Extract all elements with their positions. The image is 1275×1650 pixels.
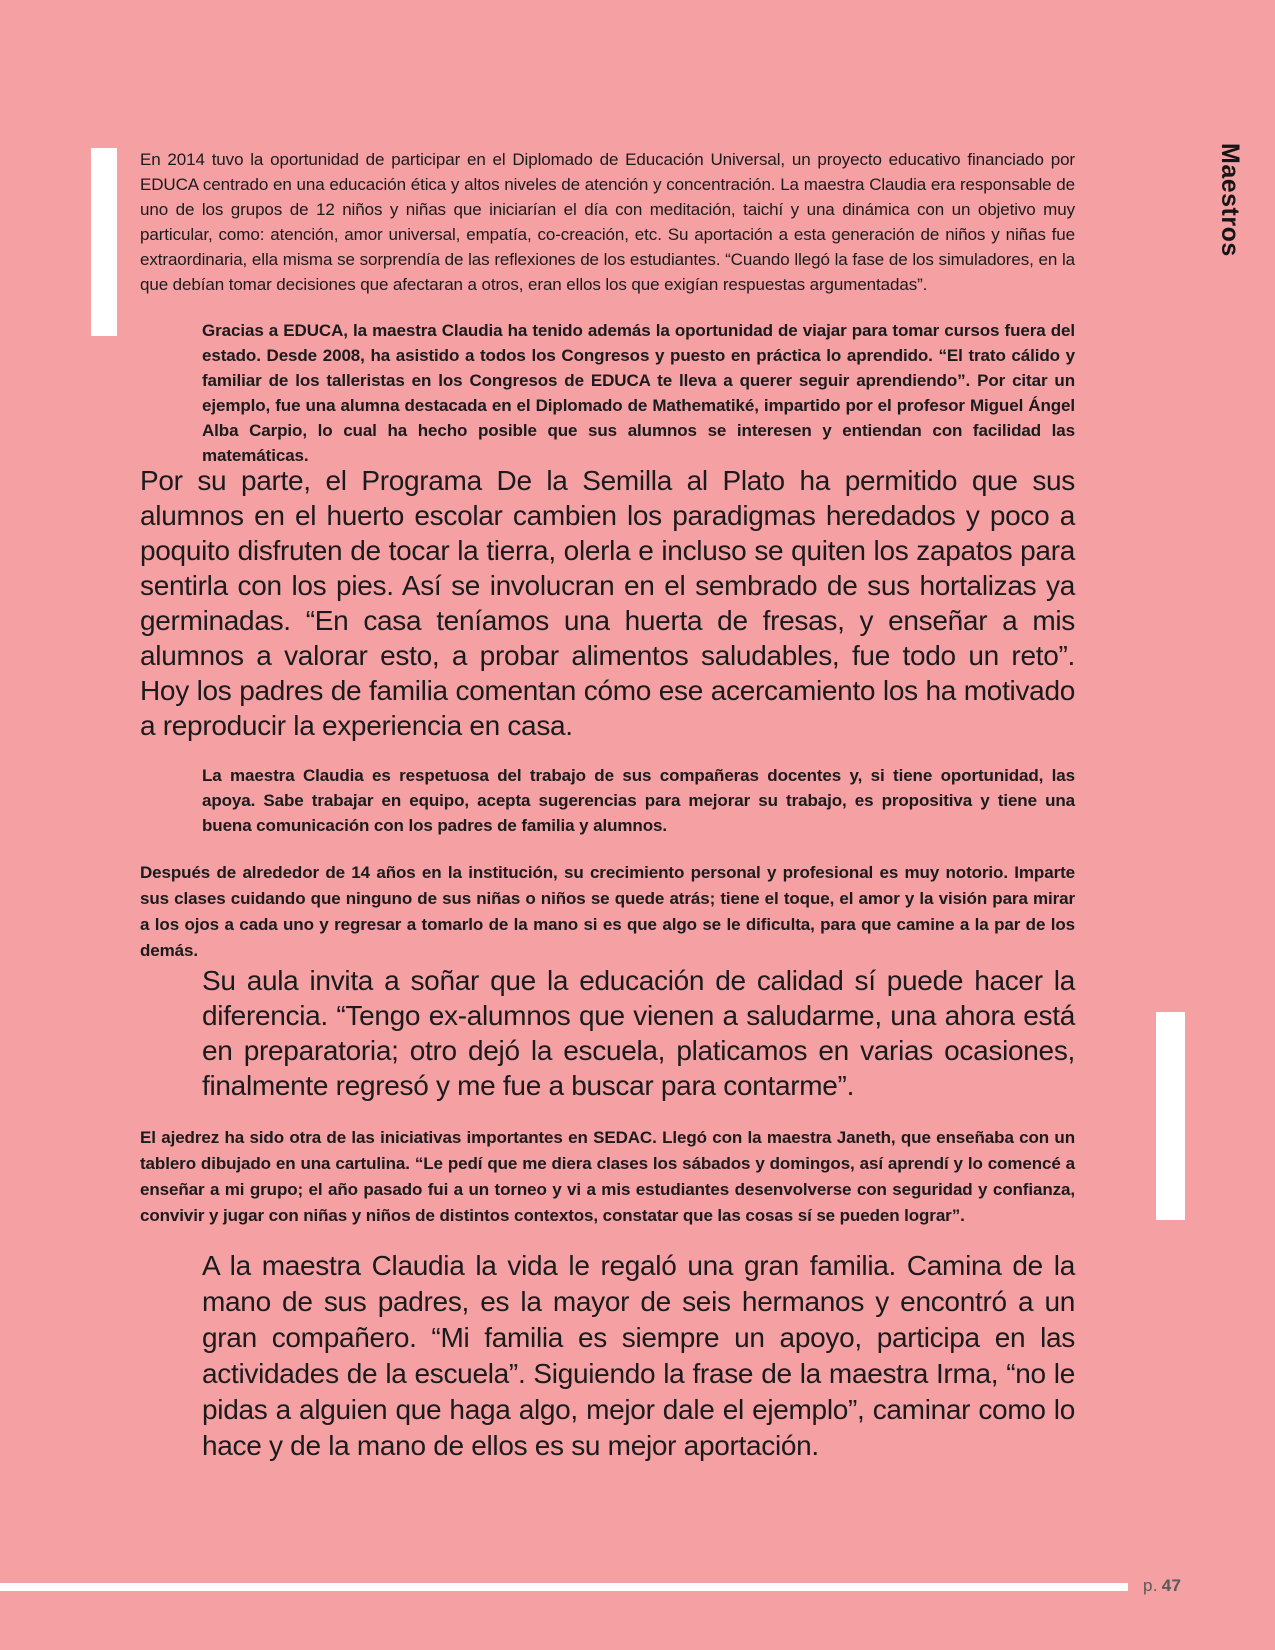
paragraph-gran-familia: A la maestra Claudia la vida le regaló una gran familia. Camina de la mano de sus padres, es la mayor de seis hermanos y encontró a un gran compañero. “Mi familia es siempre un apoyo, participa en las actividades de la escuela”. Siguiendo la frase de la maestra Irma, “no le pidas a alguien que haga algo, mejor dale el ejemplo”, caminar como lo hace y de la mano de ellos es su mejor aportación. — [202, 1250, 1075, 1461]
right-accent-bar — [1156, 1012, 1185, 1220]
footer-rule — [0, 1583, 1128, 1591]
page-number — [1143, 1576, 1181, 1596]
paragraph-respetuosa-companeras: La maestra Claudia es respetuosa del trabajo de sus compañeras docentes y, si tiene oportunidad, las apoya. Sabe trabajar en equipo, acepta sugerencias para mejorar su trabajo, es propositiva y tiene una buena comunicación con los padres de familia y alumnos. — [202, 766, 1075, 835]
paragraph-catorce-anos-institucion: Después de alrededor de 14 años en la institución, su crecimiento personal y profesional es muy notorio. Imparte sus clases cuidando que ninguno de sus niñas o niños se quede atrás; tiene el toque, el amor y la visión para mirar a los ojos a cada uno y regresar a tomarlo de la mano si es que algo se le dificulta, para que camine a la par de los demás. — [140, 863, 1075, 960]
section-label-maestros: Maestros — [1216, 143, 1244, 257]
left-accent-bar — [91, 148, 117, 336]
paragraph-ajedrez-sedac: El ajedrez ha sido otra de las iniciativas importantes en SEDAC. Llegó con la maestra Janeth, que enseñaba con un tablero dibujado en una cartulina. “Le pedí que me diera clases los sábados y domingos, así aprendí y lo comencé a enseñar a mi grupo; el año pasado fui a un torneo y vi a mis estudiantes desenvolverse con seguridad y confianza, convivir y jugar con niñas y niños de distintos contextos, constatar que las cosas sí se pueden lograr”. — [140, 1128, 1075, 1225]
page-number-value: 47 — [1161, 1576, 1182, 1595]
paragraph-intro-educa-universal: En 2014 tuvo la oportunidad de participar en el Diplomado de Educación Universal, un proyecto educativo financiado por EDUCA centrado en una educación ética y altos niveles de atención y concentración. La maestra Claudia era responsable de uno de los grupos de 12 niños y niñas que iniciarían el día con meditación, taichí y una dinámica con un objetivo muy particular, como: atención, amor universal, empatía, co-creación, etc. Su aportación a esta generación de niños y niñas fue extraordinaria, ella misma se sorprendía de las reflexiones de los estudiantes. “Cuando llegó la fase de los simuladores, en la que debían tomar decisiones que afectaran a otros, eran ellos los que exigían respuestas argumentadas”. — [140, 150, 1075, 294]
paragraph-su-aula-invita: Su aula invita a soñar que la educación de calidad sí puede hacer la diferencia. “Tengo ex-alumnos que vienen a saludarme, una ahora está en preparatoria; otro dejó la escuela, platicamos en varias ocasiones, finalmente regresó y me fue a buscar para contarme”. — [202, 965, 1075, 1101]
page-number-prefix: p. — [1143, 1576, 1158, 1595]
paragraph-gracias-a-educa: Gracias a EDUCA, la maestra Claudia ha tenido además la oportunidad de viajar para tomar cursos fuera del estado. Desde 2008, ha asistido a todos los Congresos y puesto en práctica lo aprendido. “El trato cálido y familiar de los talleristas en los Congresos de EDUCA te lleva a querer seguir aprendiendo”. Por citar un ejemplo, fue una alumna destacada en el Diplomado de Mathematiké, impartido por el profesor Miguel Ángel Alba Carpio, lo cual ha hecho posible que sus alumnos se interesen y entiendan con facilidad las matemáticas. — [202, 321, 1075, 465]
paragraph-programa-semilla-al-plato: Por su parte, el Programa De la Semilla al Plato ha permitido que sus alumnos en el huerto escolar cambien los paradigmas heredados y poco a poquito disfruten de tocar la tierra, olerla e incluso se quiten los zapatos para sentirla con los pies. Así se involucran en el sembrado de sus hortalizas ya germinadas. “En casa teníamos una huerta de fresas, y enseñar a mis alumnos a valorar esto, a probar alimentos saludables, fue todo un reto”. Hoy los padres de familia comentan cómo ese acercamiento los ha motivado a reproducir la experiencia en casa. — [140, 465, 1075, 741]
